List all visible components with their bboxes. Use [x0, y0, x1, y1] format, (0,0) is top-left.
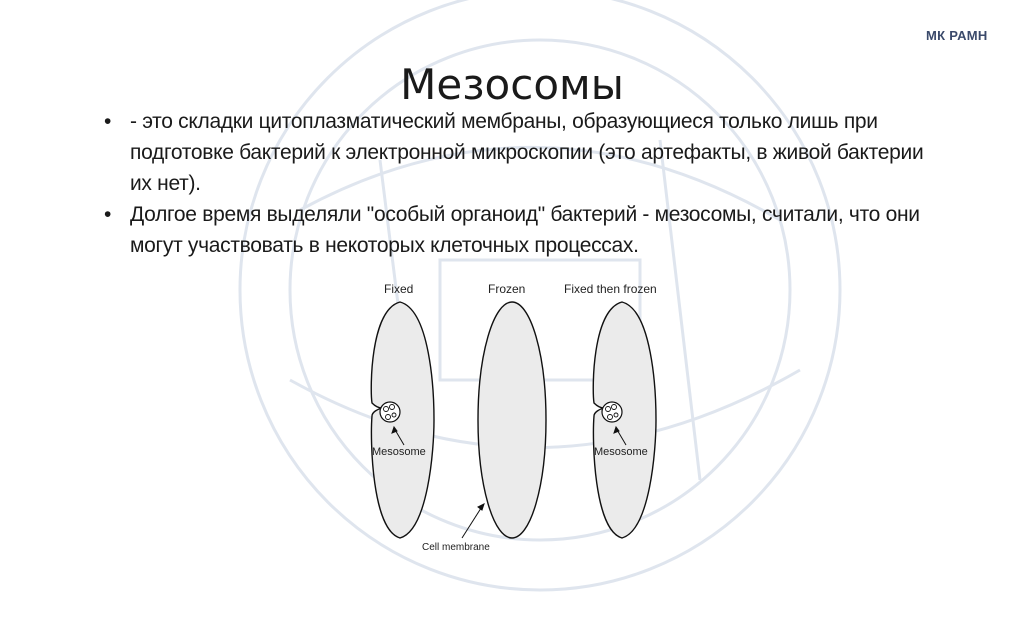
cell-fixed-frozen [593, 302, 656, 538]
bullet-item [104, 106, 924, 199]
cell-fixed [371, 302, 434, 538]
bullet-text: - это складки цитоплазматический мембраны, образующиеся только лишь при подготовке бактерий к электронной микроскопии (это артефакты, в живой бактерии их нет). [130, 110, 924, 195]
label-frozen: Frozen [488, 282, 526, 296]
mesosome-figure [350, 270, 690, 570]
cells-diagram [350, 270, 690, 570]
cell-frozen [478, 302, 546, 538]
bullet-text: Долгое время выделяли "особый органоид" бактерий - мезосомы, считали, что они могут участвовать в некоторых клеточных процессах. [130, 203, 920, 257]
bullet-item [104, 199, 924, 261]
logo: МК РАМН [926, 28, 988, 43]
page-title: Мезосомы [400, 60, 624, 110]
label-cell-membrane: Cell membrane [422, 542, 490, 553]
label-mesosome-2: Mesosome [594, 446, 648, 458]
label-fixed: Fixed [384, 282, 414, 296]
bullet-marker: • [104, 110, 112, 133]
label-fixed-then-frozen: Fixed then frozen [564, 282, 657, 296]
label-mesosome-1: Mesosome [372, 446, 426, 458]
bullet-marker: • [104, 203, 112, 226]
bullet-list [104, 106, 924, 261]
